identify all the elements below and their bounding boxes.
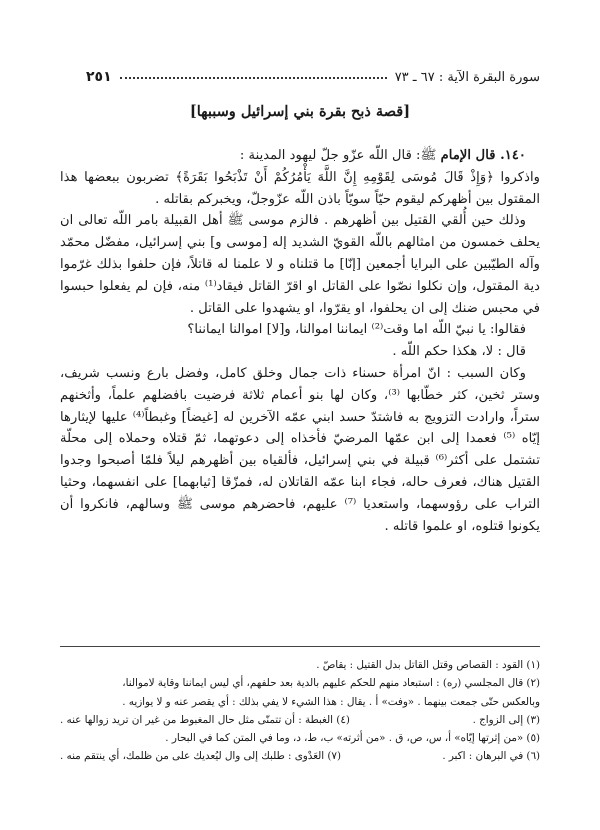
footnote-4: (٤) الغبطة : أن تتمنّى مثل حال المغبوط من غير ان تريد زوالها عنه .: [60, 713, 350, 726]
running-header: [86, 66, 540, 88]
section-heading: [قصة ذبح بقرة بني إسرائيل وسببها]: [189, 103, 411, 120]
footnote-row-6-7: [60, 747, 540, 765]
paragraph-3: وذلك حين أُلقي القتيل بين أظهرهم . فالزم موسى ﷺ أهل القبيلة بامر اللّه تعالى ان يحلف خمسون من امثالهم باللّه القويّ الشديد إله [موسى و] بني إسرائيل، مفضّل محمّد وآله الطيّبين على البرايا أجمعين [إنّا] ما قتلناه و لا علمنا له قاتلاً، فإن حلفوا بذلك غرّموا دية المقتول، وإن نكلوا نصّوا على القاتل او اقرّ القاتل فيقاد⁽¹⁾ منه، فإن لم يفعلوا حبسوا في محبس ضنك إلى ان يحلفوا، او يقرّوا، او يشهدوا على القاتل .: [60, 213, 540, 316]
paragraph-2: واذكروا ﴿وَإِذْ قَالَ مُوسَى لِقَوْمِهِ إِنَّ اللَّهَ يَأْمُرُكُمْ أَنْ تَذْبَحُوا بَقَرَةً﴾ تضربون ببعضها هذا المقتول بين أظهركم ليقوم حيّاً سويّاً باذن اللّه عزّوجلّ، ويخبركم بقاتله .: [60, 169, 540, 207]
footnote-row-3-4: [60, 711, 540, 729]
paragraph-5: قال : لا، هكذا حكم اللّه .: [392, 344, 526, 360]
header-dotted-rule: [120, 77, 387, 79]
footnote-1: (١) القود : القصاص وقتل القاتل بدل القتيل : يقاصّ .: [316, 659, 540, 671]
hadith-number-label: ١٤٠. قال الإمام: [440, 148, 526, 163]
footnote-5: (٥) «من إثرتها إيّاه» أ، س، ص، ق . «من أثرته» ب، ط، د، وما في المتن كما في البحار .: [165, 732, 540, 745]
footnotes: [60, 656, 540, 766]
footnote-2-line-1: (٢) قال المجلسي (ره) : استبعاد منهم للحكم عليهم بالدية بعد حلفهم، أي ليس ايماننا وقاية لاموالنا،: [122, 677, 540, 690]
paragraph-4: فقالوا: يا نبيّ اللّه اما وقت⁽²⁾ ايماننا اموالنا، و[لا] اموالنا ايماننا؟: [187, 322, 526, 338]
footnote-7: (٧) العَدْوى : طلبك إلى وال ليُعديك على من ظلمك، أي ينتقم منه .: [60, 750, 341, 763]
footnote-6: (٦) في البرهان : اكبر .: [442, 750, 540, 763]
surah-verse-title: سورة البقرة الآية : ٦٧ ـ ٧٣: [394, 69, 540, 85]
page-number: ٢٥١: [86, 69, 112, 85]
paragraph-1: [60, 145, 540, 167]
footnote-3: (٣) إلى الزواج .: [472, 713, 540, 726]
footnote-divider: [60, 646, 540, 647]
footnote-2-line-2: وبالعكس حتّى جمعت بينهما . «وفت» أ . يقال : هذا الشيء لا يفي بذلك : أي يقصر عنه و لا يوازيه .: [122, 695, 540, 708]
paragraph-1-text: ﷺ: قال اللّه عزّو جلّ ليهود المدينة :: [239, 148, 437, 163]
main-text: [60, 145, 540, 537]
paragraph-6: وكان السبب : انّ امرأة حسناء ذات جمال وخلق كامل، وفضل بارع ونسب شريف، وستر ثخين، كثر خطّابها ⁽³⁾، وكان لها بنو أعمام ثلاثة فرضيت بافضلهم علماً، وأثخنهم ستراً، وارادت التزويج به فاشتدّ حسد ابني عمّه الآخرين له [غيضاً] وغبطاً⁽⁴⁾ عليها لإيثارها إيّاه ⁽⁵⁾ فعمدا إلى ابن عمّها المرضيّ فأخذاه إلى دعوتهما، ثمّ قتلاه وحملاه إلى محلّة تشتمل على أكثر⁽⁶⁾ قبيلة في بني إسرائيل، فألقياه بين أظهرهم ليلاً فلمّا أصبحوا وجدوا القتيل هناك، فعرف حاله، فجاء ابنا عمّه القاتلان له، فمزّقا [ثيابهما] على انفسهما، وحثيا التراب على رؤوسهما، واستعديا ⁽⁷⁾ عليهم، فاحضرهم موسى ﷺ وسالهم، فانكروا أن يكونوا قتلوه، او علموا قاتله .: [60, 365, 541, 534]
